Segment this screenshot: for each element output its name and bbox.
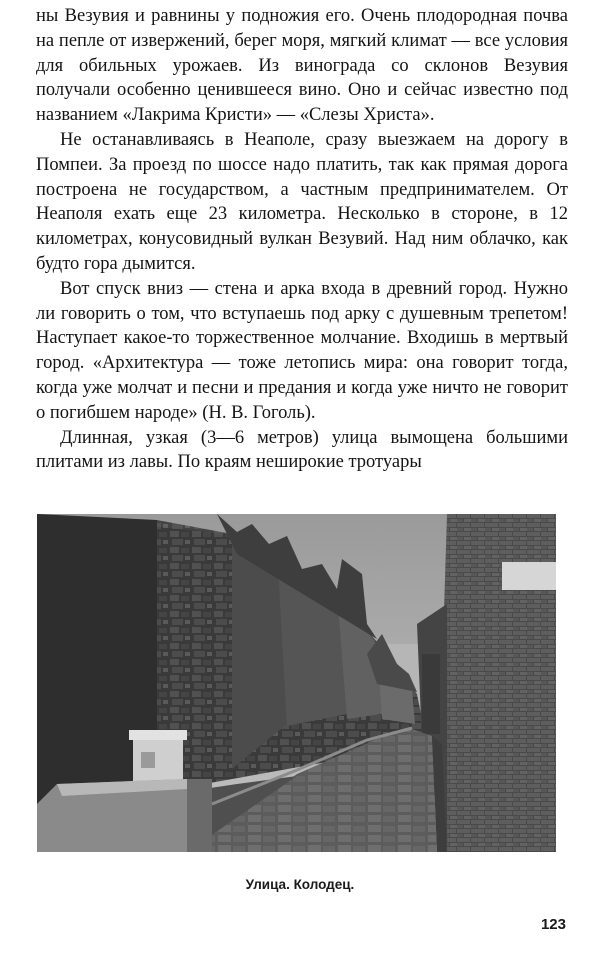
paragraph: Вот спуск вниз — стена и арка входа в древний город. Нужно ли говорить о том, что вступаешь под арку с душевным трепетом! Наступает какое-то торжественное молчание. Входишь в мертвый город. «Архитектура — тоже летопись мира: она говорит тогда, когда уже молчат и песни и предания и когда уже ничто не говорит о погибшем народе» (Н. В. Гоголь). (36, 278, 568, 423)
body-text (36, 4, 568, 475)
page-number: 123 (540, 916, 566, 933)
paragraph: Длинная, узкая (3—6 метров) улица вымощена большими плитами из лавы. По краям неширокие тротуары (36, 427, 568, 473)
paragraph-continuation: ны Везувия и равнины у подножия его. Очень плодородная почва на пепле от извержений, берег моря, мягкий климат — все условия для обильных урожаев. Из винограда со склонов Везувия получали особенно ценившееся вино. Оно и сейчас известно под названием «Лакрима Кристи» — «Слезы Христа». (36, 6, 568, 126)
paragraph: Не останавливаясь в Неаполе, сразу выезжаем на дорогу в Помпеи. За проезд по шоссе надо платить, так как прямая дорога построена не государством, а частным предпринимателем. От Неаполя ехать еще 23 километра. Несколько в стороне, в 12 километрах, конусовидный вулкан Везувий. Над ним облачко, как будто гора дымится. (36, 129, 568, 274)
street-photo (37, 514, 556, 852)
figure-caption: Улица. Колодец. (245, 877, 355, 892)
